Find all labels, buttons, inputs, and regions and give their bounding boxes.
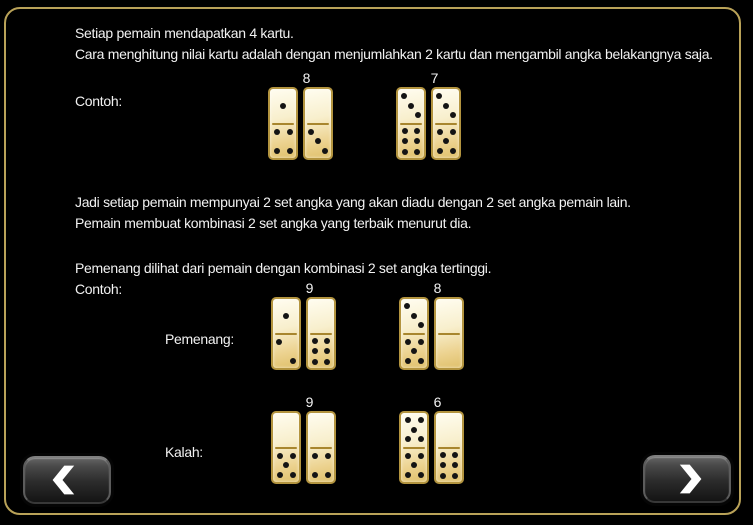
pair-value-label: 7 [430, 70, 439, 86]
loser-domino-row [271, 394, 464, 484]
pip [418, 472, 424, 478]
pip [440, 473, 446, 479]
pair-value-label: 9 [305, 280, 314, 296]
example-label-2: Contoh: [75, 281, 122, 297]
example-domino-row [268, 70, 461, 160]
domino-half-top [436, 299, 462, 333]
pip [411, 348, 417, 354]
pip [436, 93, 442, 99]
winner-domino-row [271, 280, 464, 370]
pip [418, 322, 424, 328]
domino-half-bottom [436, 449, 462, 483]
pip [283, 462, 289, 468]
domino-half-top [308, 299, 334, 333]
pip [402, 128, 408, 134]
pip [324, 359, 330, 365]
pip [312, 472, 318, 478]
pip [287, 129, 293, 135]
pip [452, 462, 458, 468]
domino-half-bottom [433, 125, 459, 159]
next-button[interactable] [643, 455, 731, 503]
domino-pair [271, 394, 336, 484]
rule-line-1: Setiap pemain mendapatkan 4 kartu. [75, 25, 294, 41]
domino-card [396, 87, 426, 160]
pip [325, 453, 331, 459]
domino-half-bottom [270, 125, 296, 159]
pip [415, 112, 421, 118]
domino-card [434, 297, 464, 370]
pip [411, 313, 417, 319]
domino-half-bottom [401, 335, 427, 369]
domino-pair [268, 70, 333, 160]
pip [277, 472, 283, 478]
pair-value-label: 8 [302, 70, 311, 86]
domino-pair [396, 70, 461, 160]
rule-line-5: Pemenang dilihat dari pemain dengan kombinasi 2 set angka tertinggi. [75, 260, 492, 276]
pip [322, 148, 328, 154]
pip [290, 358, 296, 364]
pip [418, 453, 424, 459]
domino-pair [271, 280, 336, 370]
rule-line-4: Pemain membuat kombinasi 2 set angka yang terbaik menurut dia. [75, 215, 472, 231]
domino-half-top [401, 413, 427, 447]
pip [418, 436, 424, 442]
pip [405, 472, 411, 478]
domino-cards [268, 87, 333, 160]
pip [324, 338, 330, 344]
domino-half-bottom [273, 335, 299, 369]
domino-cards [271, 297, 336, 370]
pip [404, 303, 410, 309]
domino-half-top [436, 413, 462, 447]
pair-value-label: 8 [433, 280, 442, 296]
pip [405, 436, 411, 442]
pip [452, 473, 458, 479]
pip [290, 453, 296, 459]
pip [414, 149, 420, 155]
domino-half-bottom [401, 449, 427, 483]
winner-label: Pemenang: [165, 331, 234, 347]
pip [414, 138, 420, 144]
domino-half-top [305, 89, 331, 123]
domino-cards [399, 411, 464, 484]
domino-card [303, 87, 333, 160]
pip [312, 348, 318, 354]
pip [280, 103, 286, 109]
pip [312, 359, 318, 365]
pip [418, 339, 424, 345]
pip [402, 138, 408, 144]
domino-half-bottom [398, 125, 424, 159]
domino-cards [271, 411, 336, 484]
pip [452, 452, 458, 458]
pip [443, 138, 449, 144]
pip [405, 339, 411, 345]
pip [440, 452, 446, 458]
domino-half-top [398, 89, 424, 123]
domino-half-bottom [436, 335, 462, 369]
chevron-left-icon [47, 462, 87, 498]
pip [325, 472, 331, 478]
pip [324, 348, 330, 354]
pip [440, 462, 446, 468]
pip [450, 148, 456, 154]
domino-card [271, 297, 301, 370]
pip [401, 93, 407, 99]
domino-half-top [273, 413, 299, 447]
loser-label: Kalah: [165, 444, 203, 460]
domino-cards [399, 297, 464, 370]
pip [283, 313, 289, 319]
pair-value-label: 9 [305, 394, 314, 410]
domino-card [399, 297, 429, 370]
domino-half-bottom [308, 335, 334, 369]
domino-pair [399, 280, 464, 370]
pip [405, 417, 411, 423]
domino-card [268, 87, 298, 160]
domino-half-bottom [273, 449, 299, 483]
domino-half-bottom [308, 449, 334, 483]
pip [402, 149, 408, 155]
pip [414, 128, 420, 134]
pip [450, 112, 456, 118]
pip [277, 453, 283, 459]
domino-half-top [433, 89, 459, 123]
pip [418, 358, 424, 364]
pip [411, 462, 417, 468]
domino-card [399, 411, 429, 484]
domino-card [306, 297, 336, 370]
pip [443, 103, 449, 109]
pip [274, 148, 280, 154]
example-label-1: Contoh: [75, 93, 122, 109]
domino-card [271, 411, 301, 484]
domino-half-bottom [305, 125, 331, 159]
pip [274, 129, 280, 135]
pip [312, 453, 318, 459]
domino-half-top [401, 299, 427, 333]
chevron-right-icon [667, 461, 707, 497]
domino-card [431, 87, 461, 160]
domino-half-top [308, 413, 334, 447]
pip [308, 129, 314, 135]
pip [437, 148, 443, 154]
pip [411, 427, 417, 433]
pip [287, 148, 293, 154]
pip [276, 339, 282, 345]
pip [405, 453, 411, 459]
rule-line-3: Jadi setiap pemain mempunyai 2 set angka yang akan diadu dengan 2 set angka pemain lain. [75, 194, 631, 210]
prev-button[interactable] [23, 456, 111, 504]
pip [437, 129, 443, 135]
pip [312, 338, 318, 344]
pip [405, 358, 411, 364]
pip [418, 417, 424, 423]
domino-pair [399, 394, 464, 484]
pip [290, 472, 296, 478]
pair-value-label: 6 [433, 394, 442, 410]
domino-card [306, 411, 336, 484]
domino-half-top [270, 89, 296, 123]
pip [450, 129, 456, 135]
domino-card [434, 411, 464, 484]
pip [315, 138, 321, 144]
domino-half-top [273, 299, 299, 333]
pip [408, 103, 414, 109]
domino-cards [396, 87, 461, 160]
rule-line-2: Cara menghitung nilai kartu adalah dengan menjumlahkan 2 kartu dan mengambil angka belakangnya saja. [75, 46, 713, 62]
